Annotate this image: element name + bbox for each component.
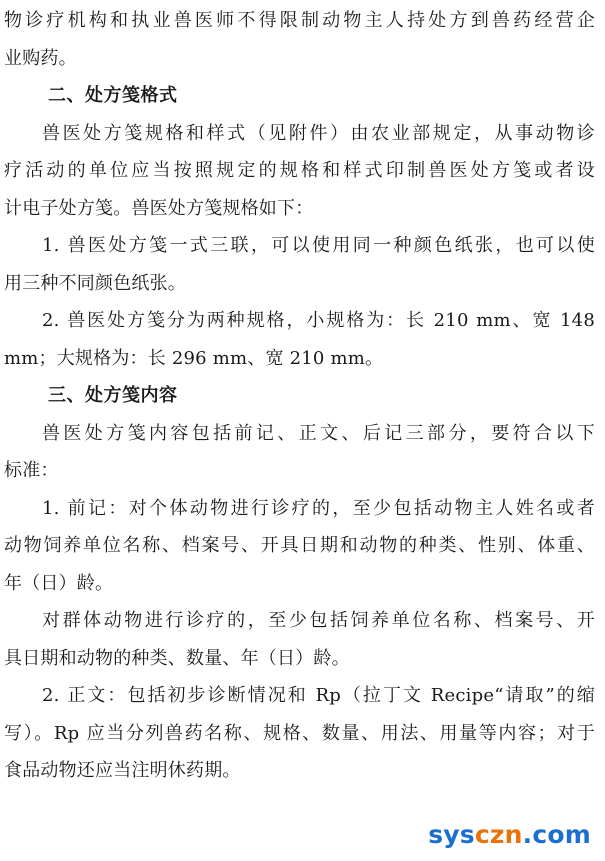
- document-body: [4, 2, 595, 790]
- paragraph-line: 业购药。: [4, 47, 77, 69]
- paragraph-line: 具日期和动物的种类、数量、年（日）龄。: [4, 647, 350, 669]
- watermark-part-sys: sys: [428, 820, 475, 849]
- paragraph-line: 标准：: [4, 460, 59, 481]
- paragraph-line: 兽医处方笺内容包括前记、正文、后记三部分，要符合以下: [42, 422, 595, 444]
- paragraph-line: 写）。Rp 应当分列兽药名称、规格、数量、用法、用量等内容；对于: [4, 722, 595, 744]
- section-heading: 三、处方笺内容: [48, 385, 178, 406]
- section-heading: 二、处方笺格式: [48, 85, 178, 106]
- paragraph-line: 动物饲养单位名称、档案号、开具日期和动物的种类、性别、体重、: [4, 535, 595, 556]
- site-watermark: [428, 820, 591, 849]
- paragraph-line: 2. 正文：包括初步诊断情况和 Rp（拉丁文 Recipe“请取”的缩: [42, 685, 595, 706]
- paragraph-line: 物诊疗机构和执业兽医师不得限制动物主人持处方到兽药经营企: [4, 10, 595, 31]
- watermark-part-czn: czn: [474, 820, 523, 849]
- paragraph-line: 兽医处方笺规格和样式（见附件）由农业部规定，从事动物诊: [42, 122, 595, 144]
- paragraph-line: 疗活动的单位应当按照规定的规格和样式印制兽医处方笺或者设: [4, 160, 595, 181]
- paragraph-line: 年（日）龄。: [4, 572, 114, 594]
- paragraph-line: 1. 前记：对个体动物进行诊疗的，至少包括动物主人姓名或者: [42, 497, 595, 519]
- paragraph-line: mm；大规格为：长 296 mm、宽 210 mm。: [4, 347, 384, 369]
- paragraph-line: 食品动物还应当注明休药期。: [4, 760, 241, 781]
- paragraph-line: 1. 兽医处方笺一式三联，可以使用同一种颜色纸张，也可以使: [42, 235, 595, 256]
- paragraph-line: 2. 兽医处方笺分为两种规格，小规格为：长 210 mm、宽 148: [42, 310, 595, 331]
- watermark-part-com: .com: [522, 820, 591, 849]
- paragraph-line: 用三种不同颜色纸张。: [4, 272, 186, 294]
- paragraph-line: 计电子处方笺。兽医处方笺规格如下：: [4, 197, 314, 219]
- paragraph-line: 对群体动物进行诊疗的，至少包括饲养单位名称、档案号、开: [42, 610, 595, 631]
